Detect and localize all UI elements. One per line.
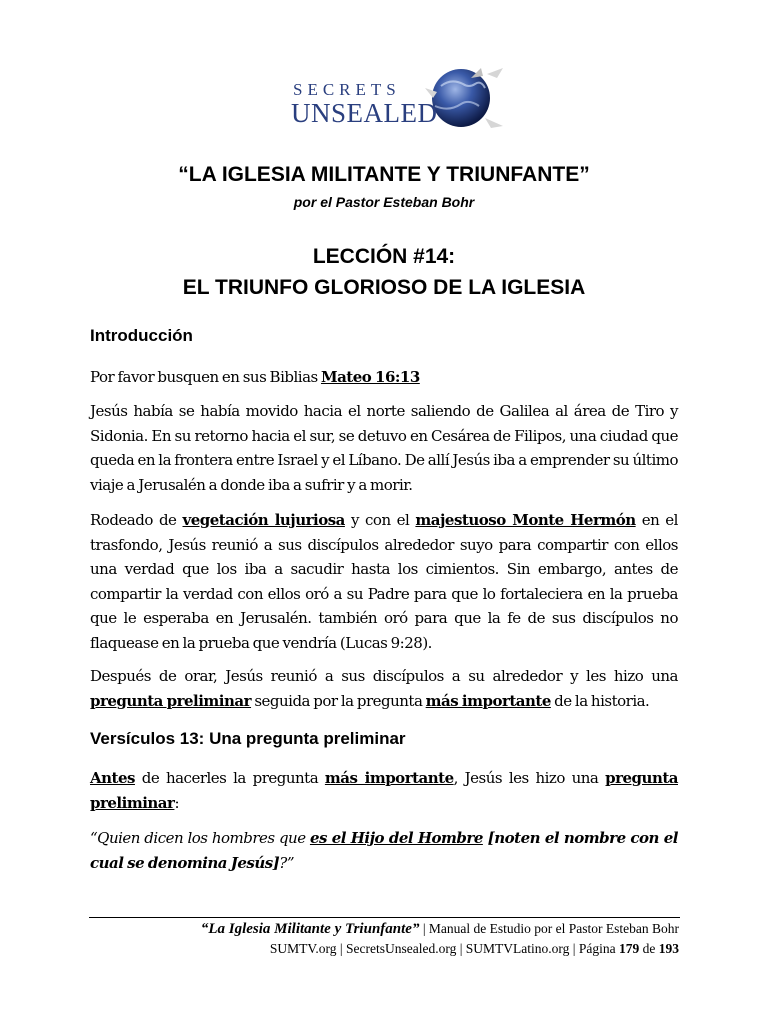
quote-paragraph (90, 826, 678, 875)
paragraph-intro-1 (90, 365, 678, 390)
paragraph-text: de la historia. (550, 691, 650, 710)
page-total: 193 (658, 941, 679, 956)
paragraph-intro-2: Jesús había se había movido hacia el norte saliendo de Galilea al área de Tiro y Sidonia. En su retorno hacia el sur, se detuvo en Cesárea de Filipos, una ciudad que queda en la frontera entre Israel y el Líbano. De allí Jesús iba a emprender su último viaje a Jerusalén a donde iba a sufrir y a morir. (90, 402, 678, 494)
footer-of-word: de (639, 941, 659, 956)
footer-separator: | (419, 921, 429, 936)
footer-divider (89, 917, 680, 918)
quote-text: “Quien dicen los hombres que (90, 829, 310, 847)
page-number: 179 (619, 941, 640, 956)
paragraph-text: seguida por la pregunta (251, 691, 426, 710)
emphasis-son-of-man: es el Hijo del Hombre (309, 829, 483, 847)
paragraph-text: : (174, 793, 179, 812)
footer-line-1 (201, 921, 679, 938)
lesson-heading (0, 241, 768, 303)
paragraph-text: Por favor busquen en sus Biblias (90, 368, 321, 386)
emphasis-vegetation: vegetación lujuriosa (182, 511, 345, 529)
footer-title: “La Iglesia Militante y Triunfante” (200, 921, 420, 937)
paragraph-text: Después de orar, Jesús reunió a sus discípulos a su alrededor y les hizo una (90, 667, 678, 685)
author-line: por el Pastor Esteban Bohr (293, 194, 475, 210)
emphasis-most-important: más importante (425, 691, 551, 710)
paragraph-text: y con el (344, 511, 416, 529)
emphasis-before: Antes (90, 769, 135, 787)
document-title: “LA IGLESIA MILITANTE Y TRIUNFANTE” (178, 163, 590, 186)
paragraph-text: de hacerles la pregunta (134, 769, 325, 787)
section-heading-intro: Introducción (90, 326, 193, 345)
scripture-reference: Mateo 16:13 (320, 368, 420, 386)
logo-text-secrets: SECRETS (293, 80, 401, 99)
paragraph-intro-3 (90, 508, 678, 655)
paragraph-text: , Jesús les hizo una (453, 769, 606, 787)
section-heading-verse-13: Versículos 13: Una pregunta preliminar (90, 729, 406, 748)
lesson-number: LECCIÓN #14: (312, 245, 456, 268)
paragraph-text: en el trasfondo, Jesús reunió a sus discípulos alrededor suyo para compartir con ellos una verdad que los iba a sacudir hasta los cimientos. Sin embargo, antes de compartir la verdad con ellos oró a su Padre para que lo fortaleciera en la prueba que le esperaba en Jerusalén. también oró para que la fe de sus discípulos no flaquease en la prueba que vendría (Lucas 9:28). (90, 511, 678, 652)
footer-manual: Manual de Estudio por el Pastor Esteban Bohr (428, 921, 679, 936)
lesson-name: EL TRIUNFO GLORIOSO DE LA IGLESIA (182, 276, 586, 299)
emphasis-preliminary-question: pregunta preliminar (90, 769, 678, 812)
footer-sites: SUMTV.org | SecretsUnsealed.org | SUMTVLatino.org | (269, 941, 579, 956)
paragraph-intro-4 (90, 664, 678, 713)
footer-page-word: Página (578, 941, 619, 956)
paragraph-verse-1 (90, 766, 678, 815)
emphasis-mount-hermon: majestuoso Monte Hermón (415, 511, 636, 529)
secrets-unsealed-logo (275, 48, 525, 148)
logo-text-unsealed: UNSEALED (291, 98, 438, 128)
emphasis-most-important: más importante (324, 769, 454, 787)
bracket-note: [noten el nombre con el cual se denomina Jesús] (90, 829, 678, 872)
paragraph-text: Rodeado de (90, 511, 183, 529)
emphasis-preliminary-question: pregunta preliminar (90, 691, 252, 710)
footer-line-2 (270, 941, 679, 957)
quote-text: ?” (279, 853, 295, 872)
